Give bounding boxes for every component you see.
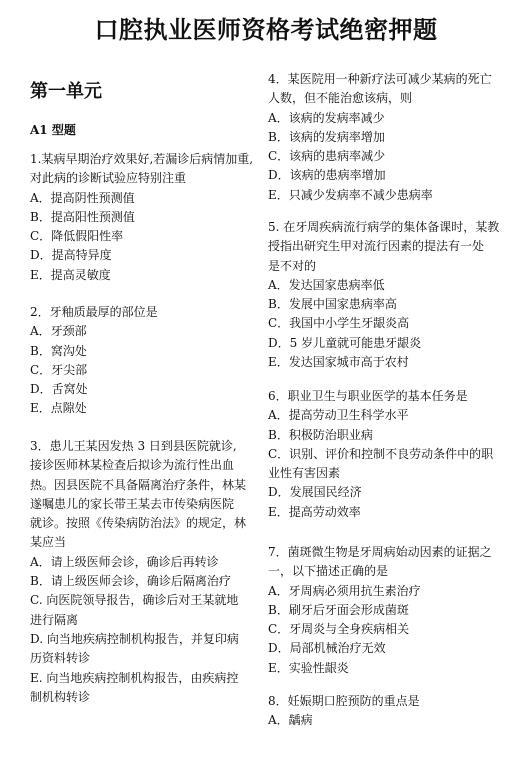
question-stem-line: 7．菌斑微生物是牙周病始动因素的证据之: [268, 545, 492, 559]
answer-option: D．发展国民经济: [268, 485, 362, 500]
question-stem-line: 一，以下描述正确的是: [268, 564, 389, 579]
question-stem-line: 授指出研究生甲对流行因素的提法有一处: [268, 239, 485, 254]
question-stem-line: 5. 在牙周疾病流行病学的集体备课时，某教: [268, 220, 500, 234]
answer-option: D．提高特异度: [30, 248, 112, 263]
question-stem-line: 8．妊娠期口腔预防的重点是: [268, 694, 420, 708]
answer-option: D．局部机械治疗无效: [268, 641, 386, 656]
question-stem-line: 1.某病早期治疗效果好,若漏诊后病情加重,: [30, 152, 254, 166]
answer-option: E．提高劳动效率: [268, 504, 361, 519]
answer-option: 制机构转诊: [30, 689, 91, 704]
answer-option: A．牙周病必须用抗生素治疗: [268, 583, 421, 598]
answer-option: E．发达国家城市高于农村: [268, 355, 409, 370]
answer-option: B．请上级医师会诊，确诊后隔离治疗: [30, 574, 231, 589]
question-stem-line: 6．职业卫生与职业医学的基本任务是: [268, 389, 468, 403]
question-stem-line: 人数，但不能治愈该病，则: [268, 91, 413, 106]
answer-option: C．降低假阳性率: [30, 229, 124, 244]
answer-option: E．点隙处: [30, 401, 87, 416]
question-stem-line: 就诊。按照《传染病防治法》的规定，林: [30, 516, 247, 531]
answer-option: C．牙周炎与全身疾病相关: [268, 622, 410, 637]
question-stem-line: 2．牙釉质最厚的部位是: [30, 305, 158, 319]
answer-option: A．提高阴性预测值: [30, 190, 135, 205]
answer-option: A．提高劳动卫生科学水平: [268, 408, 409, 423]
answer-option: A．龋病: [268, 713, 313, 728]
answer-option: B．积极防治职业病: [268, 427, 373, 442]
answer-option: C．该病的患病率减少: [268, 149, 386, 164]
question: [268, 543, 504, 678]
section-heading: A1 型题: [30, 123, 76, 137]
question-stem-line: 接诊医师林某检查后拟诊为流行性出血: [30, 458, 235, 473]
question-stem-line: 4．某医院用一种新疗法可减少某病的死亡: [268, 72, 492, 86]
answer-option: A．发达国家患病率低: [268, 277, 385, 292]
answer-option: D. 向当地疾病控制机构报告，并复印病: [30, 631, 239, 646]
answer-option: B．发展中国家患病率高: [268, 297, 397, 312]
question: [268, 218, 504, 372]
page-title: 口腔执业医师资格考试绝密押题: [94, 15, 438, 44]
question: [268, 387, 504, 522]
answer-option: A．该病的发病率减少: [268, 110, 385, 125]
question-stem-line: 是不对的: [268, 258, 317, 273]
answer-option: D．5 岁儿童就可能患牙龈炎: [268, 335, 422, 350]
question: [268, 692, 504, 731]
question: [30, 437, 262, 707]
question-stem-line: 对此病的诊断试验应特别注重: [30, 171, 187, 186]
answer-option: C. 向医院领导报告，确诊后对王某就地: [30, 593, 239, 608]
question: [30, 303, 262, 419]
question: [268, 70, 504, 205]
answer-option: E．只减少发病率不减少患病率: [268, 187, 433, 202]
question: [30, 150, 262, 285]
answer-option: C．识别、评价和控制不良劳动条件中的职: [268, 446, 494, 461]
answer-option: E．提高灵敏度: [30, 267, 111, 282]
answer-option: E. 向当地疾病控制机构报告，由疾病控: [30, 670, 239, 685]
answer-option: A．请上级医师会诊，确诊后再转诊: [30, 554, 219, 569]
answer-option: C．我国中小学生牙龈炎高: [268, 316, 410, 331]
answer-option: C．牙尖部: [30, 362, 88, 377]
answer-option: E．实验性龈炎: [268, 660, 349, 675]
question-stem-line: 热。因县医院不具备隔离治疗条件，林某: [30, 477, 247, 492]
answer-option: D．舌窝处: [30, 382, 88, 397]
answer-option: B．刷牙后牙面会形成菌斑: [268, 602, 409, 617]
answer-option: D．该病的患病率增加: [268, 168, 386, 183]
answer-option: 历资料转诊: [30, 651, 91, 666]
answer-option: B．提高阳性预测值: [30, 209, 135, 224]
question-stem-line: 某应当: [30, 535, 67, 550]
unit-heading: 第一单元: [30, 81, 102, 102]
answer-option: B．该病的发病率增加: [268, 129, 385, 144]
answer-option: B．窝沟处: [30, 343, 87, 358]
answer-option: A．牙颈部: [30, 324, 87, 339]
question-stem-line: 3．患儿王某因发热 3 日到县医院就诊,: [30, 439, 237, 453]
answer-option: 业性有害因素: [268, 466, 341, 481]
answer-option: 进行隔离: [30, 612, 79, 627]
question-stem-line: 遂嘱患儿的家长带王某去市传染病医院: [30, 496, 235, 511]
